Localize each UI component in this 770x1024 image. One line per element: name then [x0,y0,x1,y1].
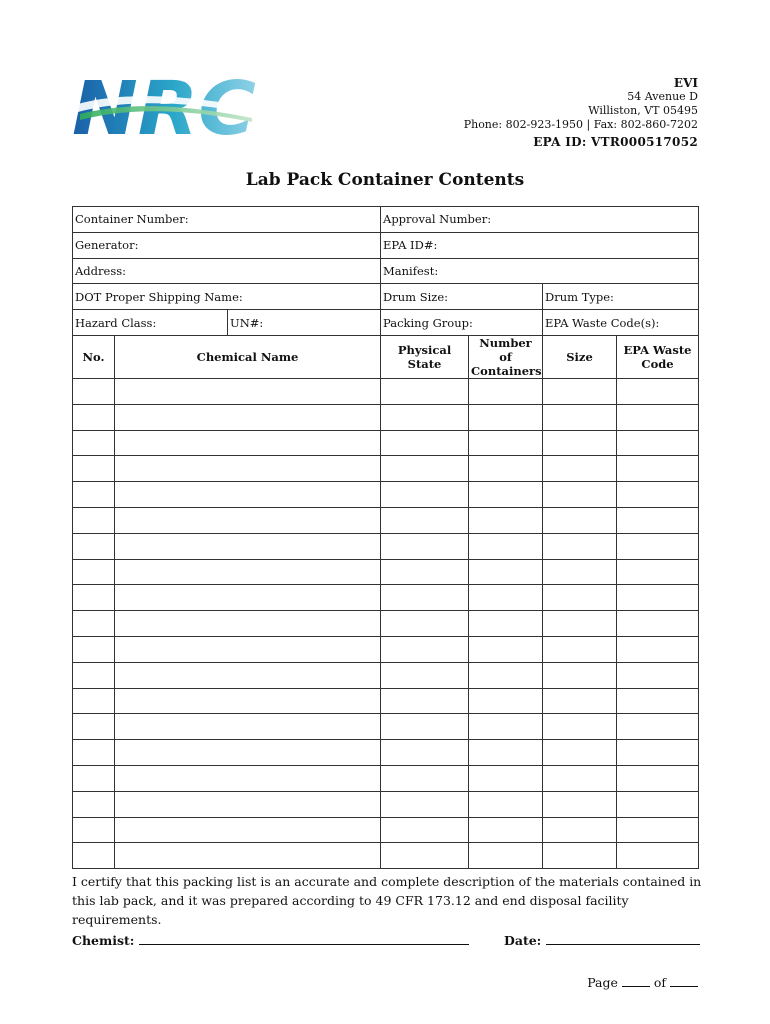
generator-field[interactable]: Generator: [73,232,381,258]
entry-no-cell[interactable] [73,507,115,533]
company-header [464,76,698,149]
entry-size-cell[interactable] [543,585,617,611]
packing-group-field[interactable]: Packing Group: [381,310,543,336]
entry-number-cell[interactable] [469,585,543,611]
entry-size-cell[interactable] [543,636,617,662]
entry-physical-cell[interactable] [381,636,469,662]
entry-epa-code-cell[interactable] [617,688,699,714]
entry-physical-cell[interactable] [381,714,469,740]
epa-id-field[interactable]: EPA ID#: [381,232,699,258]
entry-physical-cell[interactable] [381,688,469,714]
entry-number-cell[interactable] [469,740,543,766]
entry-size-cell[interactable] [543,688,617,714]
table-row [73,662,699,688]
entry-no-cell[interactable] [73,740,115,766]
entry-no-cell[interactable] [73,430,115,456]
entry-epa-code-cell[interactable] [617,559,699,585]
entry-no-cell[interactable] [73,688,115,714]
entry-no-cell[interactable] [73,533,115,559]
dot-shipping-name-field[interactable]: DOT Proper Shipping Name: [73,284,381,310]
nrc-logo [72,74,258,140]
page-counter [587,974,698,990]
certification-text: I certify that this packing list is an accurate and complete description of the materials contained in this lab pack, and it was prepared according to 49 CFR 173.12 and end disposal facility requirements. [72,874,702,927]
of-label: of [653,975,667,990]
entry-number-cell[interactable] [469,456,543,482]
entry-chemical-cell[interactable] [115,611,381,637]
entry-size-cell[interactable] [543,533,617,559]
entry-number-cell[interactable] [469,533,543,559]
date-signature [504,932,700,948]
entry-physical-cell[interactable] [381,533,469,559]
page-total-line[interactable] [670,974,698,987]
entry-physical-cell[interactable] [381,404,469,430]
address-line-2: Williston, VT 05495 [588,104,698,117]
drum-type-field[interactable]: Drum Type: [543,284,699,310]
entry-chemical-cell[interactable] [115,559,381,585]
table-row [73,714,699,740]
container-number-field[interactable]: Container Number: [73,207,381,233]
entry-chemical-cell[interactable] [115,404,381,430]
date-line[interactable] [546,932,700,945]
entry-number-cell[interactable] [469,507,543,533]
entry-no-cell[interactable] [73,378,115,404]
table-row [73,378,699,404]
entry-size-cell[interactable] [543,740,617,766]
table-row [73,636,699,662]
entry-chemical-cell[interactable] [115,507,381,533]
phone-fax: Phone: 802-923-1950 | Fax: 802-860-7202 [463,118,698,131]
entry-chemical-cell[interactable] [115,817,381,843]
drum-size-field[interactable]: Drum Size: [381,284,543,310]
entry-physical-cell[interactable] [381,378,469,404]
entry-no-cell[interactable] [73,611,115,637]
entry-chemical-cell[interactable] [115,482,381,508]
entry-chemical-cell[interactable] [115,430,381,456]
hazard-class-field[interactable]: Hazard Class: [73,310,228,336]
entry-physical-cell[interactable] [381,662,469,688]
date-label: Date: [504,933,542,948]
entry-chemical-cell[interactable] [115,791,381,817]
entry-chemical-cell[interactable] [115,378,381,404]
entry-epa-code-cell[interactable] [617,456,699,482]
entry-physical-cell[interactable] [381,740,469,766]
entry-number-cell[interactable] [469,430,543,456]
entry-size-cell[interactable] [543,817,617,843]
svg-text:NRC: NRC [72,74,256,140]
entry-physical-cell[interactable] [381,456,469,482]
entry-number-cell[interactable] [469,817,543,843]
table-row [73,740,699,766]
entry-epa-code-cell[interactable] [617,740,699,766]
entry-epa-code-cell[interactable] [617,378,699,404]
entry-chemical-cell[interactable] [115,456,381,482]
col-number-containers: Number of Containers [469,335,543,378]
entry-chemical-cell[interactable] [115,662,381,688]
entry-physical-cell[interactable] [381,791,469,817]
table-row [73,507,699,533]
entry-chemical-cell[interactable] [115,714,381,740]
chemist-signature-line[interactable] [139,932,469,945]
table-row [73,559,699,585]
entry-no-cell[interactable] [73,482,115,508]
entry-size-cell[interactable] [543,765,617,791]
entry-number-cell[interactable] [469,688,543,714]
entry-no-cell[interactable] [73,404,115,430]
entry-physical-cell[interactable] [381,585,469,611]
entry-size-cell[interactable] [543,611,617,637]
entry-epa-code-cell[interactable] [617,533,699,559]
entry-size-cell[interactable] [543,714,617,740]
col-epa-waste-code: EPA Waste Code [617,335,699,378]
table-row [73,688,699,714]
entry-size-cell[interactable] [543,456,617,482]
entry-no-cell[interactable] [73,636,115,662]
col-physical-state: Physical State [381,335,469,378]
entry-epa-code-cell[interactable] [617,791,699,817]
entry-no-cell[interactable] [73,585,115,611]
entry-number-cell[interactable] [469,559,543,585]
entry-physical-cell[interactable] [381,559,469,585]
entry-physical-cell[interactable] [381,611,469,637]
table-row [73,456,699,482]
entry-size-cell[interactable] [543,559,617,585]
entry-physical-cell[interactable] [381,843,469,869]
entry-epa-code-cell[interactable] [617,714,699,740]
entry-no-cell[interactable] [73,456,115,482]
table-row [73,817,699,843]
table-row [73,533,699,559]
entry-size-cell[interactable] [543,378,617,404]
entry-size-cell[interactable] [543,662,617,688]
entry-number-cell[interactable] [469,843,543,869]
page-label: Page [587,975,618,990]
entry-epa-code-cell[interactable] [617,843,699,869]
address-field[interactable]: Address: [73,258,381,284]
col-size: Size [543,335,617,378]
entry-no-cell[interactable] [73,765,115,791]
entry-size-cell[interactable] [543,791,617,817]
entry-epa-code-cell[interactable] [617,482,699,508]
entry-number-cell[interactable] [469,636,543,662]
entry-number-cell[interactable] [469,765,543,791]
table-row [73,843,699,869]
epa-waste-codes-field[interactable]: EPA Waste Code(s): [543,310,699,336]
table-row [73,765,699,791]
page-title: Lab Pack Container Contents [245,170,525,190]
table-row [73,404,699,430]
entry-chemical-cell[interactable] [115,636,381,662]
entry-no-cell[interactable] [73,843,115,869]
entry-number-cell[interactable] [469,482,543,508]
entry-epa-code-cell[interactable] [617,611,699,637]
entry-number-cell[interactable] [469,714,543,740]
table-row [73,430,699,456]
entry-epa-code-cell[interactable] [617,636,699,662]
address-line-1: 54 Avenue D [627,90,698,103]
un-number-field[interactable]: UN#: [228,310,381,336]
entry-number-cell[interactable] [469,662,543,688]
entry-epa-code-cell[interactable] [617,662,699,688]
entry-number-cell[interactable] [469,611,543,637]
entry-no-cell[interactable] [73,791,115,817]
approval-number-field[interactable]: Approval Number: [381,207,699,233]
entry-size-cell[interactable] [543,507,617,533]
entry-chemical-cell[interactable] [115,585,381,611]
entry-no-cell[interactable] [73,817,115,843]
entry-size-cell[interactable] [543,843,617,869]
entry-epa-code-cell[interactable] [617,404,699,430]
table-row [73,611,699,637]
lab-pack-form [72,206,699,869]
table-row [73,585,699,611]
col-chemical-name: Chemical Name [115,335,381,378]
entry-size-cell[interactable] [543,404,617,430]
entry-number-cell[interactable] [469,378,543,404]
entry-chemical-cell[interactable] [115,533,381,559]
entry-no-cell[interactable] [73,714,115,740]
entry-number-cell[interactable] [469,791,543,817]
chemist-signature [72,932,469,948]
entry-chemical-cell[interactable] [115,765,381,791]
epa-id: EPA ID: VTR000517052 [533,135,698,149]
entry-physical-cell[interactable] [381,430,469,456]
entry-physical-cell[interactable] [381,507,469,533]
entry-no-cell[interactable] [73,662,115,688]
entry-chemical-cell[interactable] [115,688,381,714]
entry-no-cell[interactable] [73,559,115,585]
entry-physical-cell[interactable] [381,817,469,843]
chemist-label: Chemist: [72,933,135,948]
entry-chemical-cell[interactable] [115,740,381,766]
entry-size-cell[interactable] [543,430,617,456]
entry-chemical-cell[interactable] [115,843,381,869]
table-row [73,791,699,817]
entry-epa-code-cell[interactable] [617,507,699,533]
entry-number-cell[interactable] [469,404,543,430]
entry-epa-code-cell[interactable] [617,430,699,456]
table-row [73,482,699,508]
page-number-line[interactable] [622,974,650,987]
entry-epa-code-cell[interactable] [617,765,699,791]
entry-size-cell[interactable] [543,482,617,508]
company-name: EVI [673,76,698,90]
entry-physical-cell[interactable] [381,765,469,791]
entry-epa-code-cell[interactable] [617,817,699,843]
entry-physical-cell[interactable] [381,482,469,508]
manifest-field[interactable]: Manifest: [381,258,699,284]
entry-epa-code-cell[interactable] [617,585,699,611]
col-no: No. [73,335,115,378]
